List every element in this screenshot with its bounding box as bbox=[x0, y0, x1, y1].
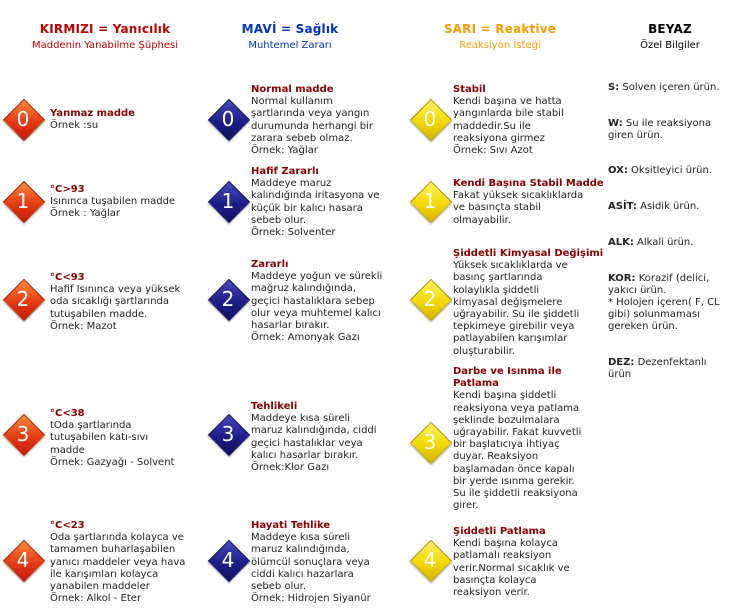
header-blue bbox=[210, 22, 370, 51]
white-item-3 bbox=[608, 201, 744, 213]
yellow-item-3 bbox=[453, 366, 605, 512]
white-item-6 bbox=[608, 357, 744, 381]
red-diamond-number-0: 0 bbox=[16, 107, 30, 131]
yellow-item-2 bbox=[453, 248, 605, 358]
white-item-code-1: W: bbox=[608, 118, 623, 129]
white-item-text-0: Solven içeren ürün. bbox=[622, 82, 720, 93]
yellow-item-title-3: Darbe ve Isınma ile Patlama bbox=[453, 366, 562, 390]
header-white-subtitle: Özel Bilgiler bbox=[640, 40, 700, 51]
red-item-title-3: °C<38 bbox=[50, 408, 85, 419]
red-item-1 bbox=[50, 184, 210, 221]
white-item-code-2: OX: bbox=[608, 165, 628, 176]
header-red bbox=[10, 22, 200, 51]
blue-item-4 bbox=[251, 520, 421, 605]
header-white bbox=[610, 22, 730, 51]
blue-item-body-2: Maddeye yoğun ve sürekli mağruz kalındığında, geçici hastalıklara sebep olur veya muhtemel kalıcı hasarlar bırakır. Örnek: Amonyak Gazı bbox=[251, 271, 383, 344]
yellow-diamond-number-3: 3 bbox=[423, 430, 437, 454]
white-item-code-3: ASİT: bbox=[608, 201, 637, 212]
red-item-body-4: Oda şartlarında kolayca ve tamamen buharlaşabilen yanıcı maddeler veya hava ile karışımları kolayca yanabilen maddeler Örnek: Alkol - Eter bbox=[50, 532, 186, 605]
white-item-5 bbox=[608, 273, 744, 333]
header-blue-title: MAVİ = Sağlık bbox=[241, 22, 339, 36]
header-yellow-subtitle: Reaksiyon İsteği bbox=[459, 40, 541, 51]
yellow-item-body-0: Kendi başına ve hatta yangınlarda bile stabil maddedir.Su ile reaksiyona girmez Örnek: Sıvı Azot bbox=[453, 96, 564, 157]
blue-item-body-0: Normal kullanım şartlarında veya yangın durumunda herhangi bir zarara sebeb olmaz. Örnek: Yağlar bbox=[251, 96, 373, 157]
blue-item-title-1: Hafif Zararlı bbox=[251, 166, 319, 177]
blue-item-2 bbox=[251, 259, 421, 344]
white-item-code-5: KOR: bbox=[608, 273, 636, 284]
white-item-code-6: DEZ: bbox=[608, 357, 635, 368]
red-item-0 bbox=[50, 108, 210, 132]
red-item-2 bbox=[50, 272, 210, 333]
red-item-body-0: Örnek :su bbox=[50, 120, 99, 132]
yellow-item-body-3: Kendi başına şiddetli reaksiyona veya patlama şeklinde bozulmalara uğrayabilir. Fakat kuvvetli bir başlatıcıya ihtiyaç duyar. Reaksiyon başlamadan önce kapalı bir yerde ısınma gerekir. Su ile şiddetli reaksiyona girer. bbox=[453, 390, 582, 512]
yellow-item-title-4: Şiddetli Patlama bbox=[453, 526, 546, 537]
blue-item-0 bbox=[251, 84, 421, 157]
red-item-title-0: Yanmaz madde bbox=[50, 108, 135, 119]
blue-item-body-3: Maddeye kısa süreli maruz kalındığında, ciddi geçici hastalıklar veya kalıcı hasarlar bırakır. Örnek:Klor Gazı bbox=[251, 413, 377, 474]
white-item-text-4: Alkali ürün. bbox=[637, 237, 694, 248]
blue-item-body-4: Maddeye kısa süreli maruz kalındığında, ölümcül sonuçlara veya ciddi kalıcı hazarlara sebeb olur. Örnek: Hidrojen Siyanür bbox=[251, 532, 371, 605]
red-item-title-1: °C>93 bbox=[50, 184, 85, 195]
white-item-text-5: Korazif (delici, yakıcı ürün. * Holojen içeren( F, CL gibi) solunmaması gereken ürün. bbox=[608, 273, 720, 332]
yellow-diamond-number-1: 1 bbox=[423, 189, 437, 213]
white-item-text-3: Asidik ürün. bbox=[640, 201, 700, 212]
yellow-diamond-number-2: 2 bbox=[423, 287, 437, 311]
yellow-item-body-2: Yüksek sıcaklıklarda ve basınç şartlarında kolaylıkla şiddetli kimyasal değişmelere uğrayabilir. Su ile şiddetli tepkimeye girebilir veya patlayabilen karışımlar oluşturabilir. bbox=[453, 260, 580, 357]
white-item-text-1: Su ile reaksiyona giren ürün. bbox=[608, 118, 712, 141]
red-diamond-number-4: 4 bbox=[16, 548, 30, 572]
red-item-4 bbox=[50, 520, 210, 605]
yellow-diamond-number-0: 0 bbox=[423, 107, 437, 131]
blue-item-3 bbox=[251, 401, 421, 474]
blue-diamond-number-3: 3 bbox=[221, 422, 235, 446]
white-item-code-0: S: bbox=[608, 82, 620, 93]
white-item-4 bbox=[608, 237, 744, 249]
yellow-item-title-2: Şiddetli Kimyasal Değişimi bbox=[453, 248, 604, 259]
header-yellow-title: SARI = Reaktive bbox=[443, 22, 557, 36]
red-item-body-3: tOda şartlarında tutuşabilen katı-sıvı madde Örnek: Gazyağı - Solvent bbox=[50, 420, 175, 468]
yellow-item-4 bbox=[453, 526, 603, 599]
blue-item-1 bbox=[251, 166, 421, 239]
red-item-title-2: °C<93 bbox=[50, 272, 85, 283]
red-item-3 bbox=[50, 408, 210, 469]
blue-item-title-3: Tehlikeli bbox=[251, 401, 298, 412]
header-blue-subtitle: Muhtemel Zararı bbox=[248, 40, 332, 51]
header-white-title: BEYAZ bbox=[648, 22, 692, 36]
blue-diamond-number-0: 0 bbox=[221, 107, 235, 131]
yellow-item-title-1: Kendi Başına Stabil Madde bbox=[453, 178, 604, 189]
blue-item-title-0: Normal madde bbox=[251, 84, 334, 95]
blue-item-title-2: Zararlı bbox=[251, 259, 289, 270]
blue-diamond-number-1: 1 bbox=[221, 189, 235, 213]
yellow-item-1 bbox=[453, 178, 608, 227]
header-yellow bbox=[420, 22, 580, 51]
white-item-text-6: Dezenfektanlı ürün bbox=[608, 357, 707, 380]
yellow-item-body-1: Fakat yüksek sıcaklıklarda ve basınçta stabil olmayabilir. bbox=[453, 190, 584, 226]
blue-item-body-1: Maddeye maruz kalındığında iritasyona ve küçük bir kalıcı hasara sebeb olur. Örnek: Solventer bbox=[251, 178, 380, 239]
yellow-item-body-4: Kendi başına kolayca patlamalı reaksiyon verir.Normal sıcaklık ve basınçta kolayca reaksiyon verir. bbox=[453, 538, 570, 599]
white-item-0 bbox=[608, 82, 744, 94]
white-item-code-4: ALK: bbox=[608, 237, 634, 248]
red-diamond-number-1: 1 bbox=[16, 189, 30, 213]
yellow-diamond-number-4: 4 bbox=[423, 548, 437, 572]
header-red-subtitle: Maddenin Yanabilme Şüphesi bbox=[31, 40, 179, 51]
blue-item-title-4: Hayati Tehlike bbox=[251, 520, 331, 531]
white-item-1 bbox=[608, 118, 744, 142]
red-item-body-1: Isınınca tuşabilen madde Örnek : Yağlar bbox=[50, 196, 176, 220]
white-item-2 bbox=[608, 165, 744, 177]
yellow-item-0 bbox=[453, 84, 603, 157]
blue-diamond-number-2: 2 bbox=[221, 287, 235, 311]
red-diamond-number-2: 2 bbox=[16, 287, 30, 311]
white-item-text-2: Oksitleyici ürün. bbox=[631, 165, 713, 176]
blue-diamond-number-4: 4 bbox=[221, 548, 235, 572]
red-item-title-4: °C<23 bbox=[50, 520, 85, 531]
header-red-title: KIRMIZI = Yanıcılık bbox=[39, 22, 171, 36]
red-item-body-2: Hafif Isınınca veya yüksek oda sıcaklığı şartlarında tutuşabilen madde. Örnek: Mazot bbox=[50, 284, 181, 332]
yellow-item-title-0: Stabil bbox=[453, 84, 486, 95]
red-diamond-number-3: 3 bbox=[16, 422, 30, 446]
